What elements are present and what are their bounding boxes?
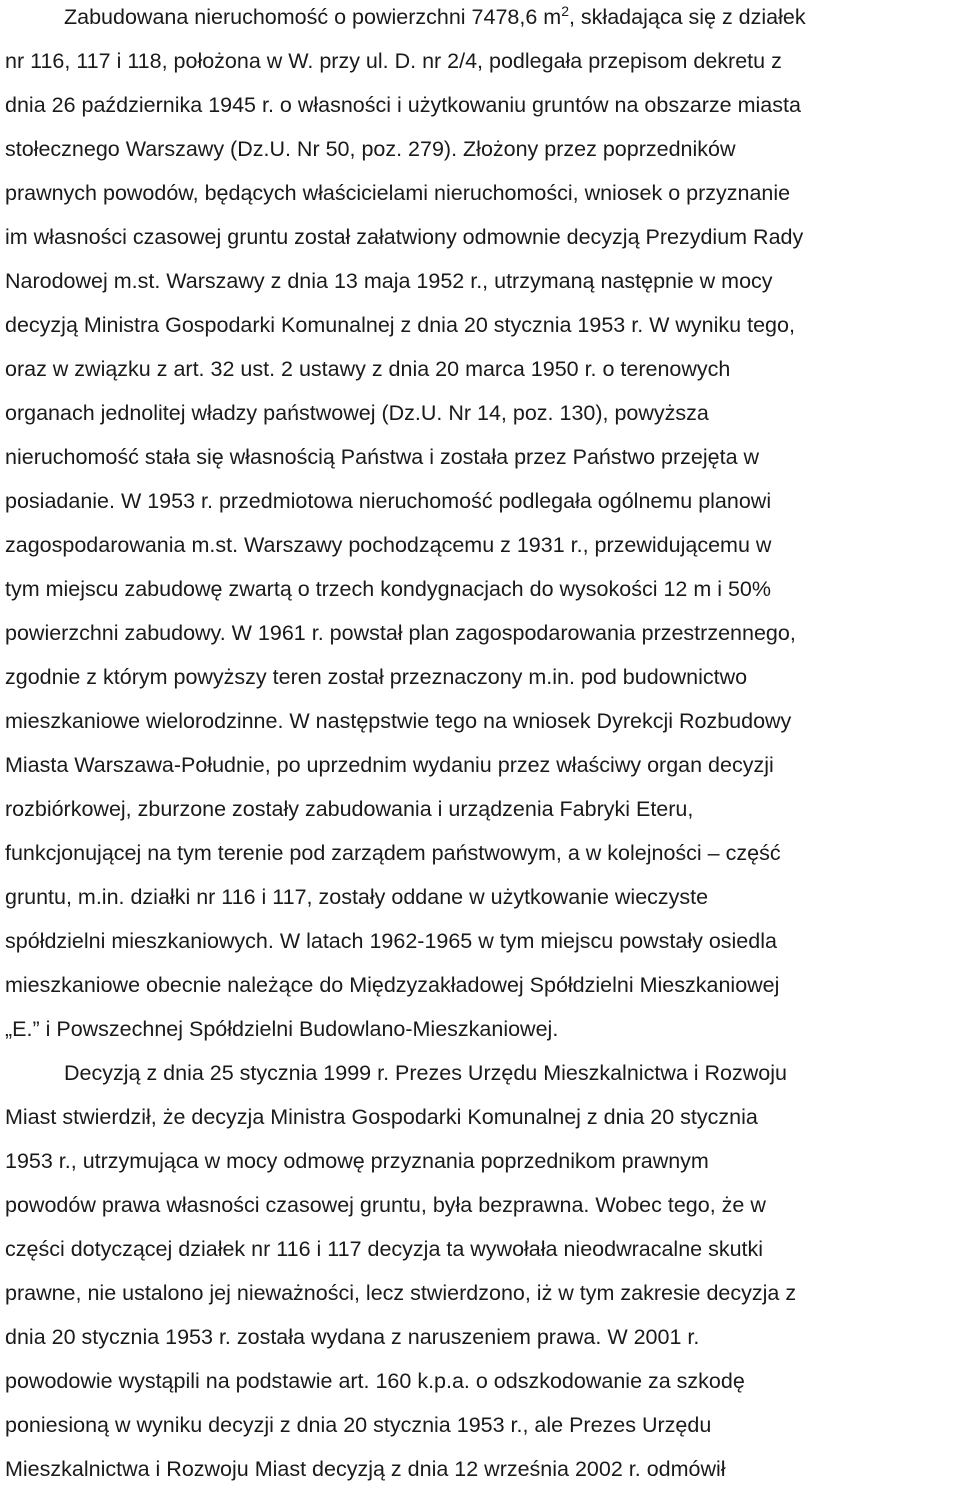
text-line: decyzją Ministra Gospodarki Komunalnej z dnia 20 stycznia 1953 r. W wyniku tego, [5,313,795,337]
text-line: Decyzją z dnia 25 stycznia 1999 r. Prezes Urzędu Mieszkalnictwa i Rozwoju [64,1061,787,1085]
text-line: tym miejscu zabudowę zwartą o trzech kondygnacjach do wysokości 12 m i 50% [5,577,771,601]
text-line: organach jednolitej władzy państwowej (Dz.U. Nr 14, poz. 130), powyższa [5,401,709,425]
text-line: 1953 r., utrzymująca w mocy odmowę przyznania poprzednikom prawnym [5,1149,709,1173]
text-line: Miast stwierdził, że decyzja Ministra Gospodarki Komunalnej z dnia 20 stycznia [5,1105,758,1129]
text-line: im własności czasowej gruntu został załatwiony odmownie decyzją Prezydium Rady [5,225,804,249]
text-line: funkcjonującej na tym terenie pod zarządem państwowym, a w kolejności – część [5,841,781,865]
text-line [64,2,806,32]
text-line: prawnych powodów, będących właścicielami nieruchomości, wniosek o przyznanie [5,181,791,205]
text-line: dnia 20 stycznia 1953 r. została wydana z naruszeniem prawa. W 2001 r. [5,1325,700,1349]
text-line: Miasta Warszawa-Południe, po uprzednim wydaniu przez właściwy organ decyzji [5,753,774,777]
text-line: części dotyczącej działek nr 116 i 117 decyzja ta wywołała nieodwracalne skutki [5,1237,764,1261]
text-line: mieszkaniowe wielorodzinne. W następstwie tego na wniosek Dyrekcji Rozbudowy [5,709,792,733]
text-line: stołecznego Warszawy (Dz.U. Nr 50, poz. 279). Złożony przez poprzedników [5,137,736,161]
text-line-tail: , składająca się z działek [568,5,806,29]
text-line: dnia 26 października 1945 r. o własności i użytkowaniu gruntów na obszarze miasta [5,93,801,117]
text-line: posiadanie. W 1953 r. przedmiotowa nieruchomość podlegała ogólnemu planowi [5,489,772,513]
text-line: rozbiórkowej, zburzone zostały zabudowania i urządzenia Fabryki Eteru, [5,797,694,821]
text-line: „E.” i Powszechnej Spółdzielni Budowlano-Mieszkaniowej. [5,1017,559,1041]
text-line: powodów prawa własności czasowej gruntu, była bezprawna. Wobec tego, że w [5,1193,766,1217]
text-line: mieszkaniowe obecnie należące do Międzyzakładowej Spółdzielni Mieszkaniowej [5,973,780,997]
text-line: poniesioną w wyniku decyzji z dnia 20 stycznia 1953 r., ale Prezes Urzędu [5,1413,712,1437]
text-line: powierzchni zabudowy. W 1961 r. powstał plan zagospodarowania przestrzennego, [5,621,796,645]
text-line: spółdzielni mieszkaniowych. W latach 1962-1965 w tym miejscu powstały osiedla [5,929,777,953]
text-line: powodowie wystąpili na podstawie art. 160 k.p.a. o odszkodowanie za szkodę [5,1369,745,1393]
text-line: nieruchomość stała się własnością Państwa i została przez Państwo przejęta w [5,445,760,469]
text-line: Narodowej m.st. Warszawy z dnia 13 maja 1952 r., utrzymaną następnie w mocy [5,269,773,293]
text-line: oraz w związku z art. 32 ust. 2 ustawy z dnia 20 marca 1950 r. o terenowych [5,357,731,381]
superscript: 2 [561,2,569,19]
text-line: prawne, nie ustalono jej nieważności, lecz stwierdzono, iż w tym zakresie decyzja z [5,1281,797,1305]
text-line: Mieszkalnictwa i Rozwoju Miast decyzją z dnia 12 września 2002 r. odmówił [5,1457,726,1481]
text-line: zagospodarowania m.st. Warszawy pochodzącemu z 1931 r., przewidującemu w [5,533,772,557]
text-line: zgodnie z którym powyższy teren został przeznaczony m.in. pod budownictwo [5,665,748,689]
text-line-content: Zabudowana nieruchomość o powierzchni 7478,6 m [64,5,562,29]
text-line: gruntu, m.in. działki nr 116 i 117, zostały oddane w użytkowanie wieczyste [5,885,709,909]
text-line: nr 116, 117 i 118, położona w W. przy ul. D. nr 2/4, podlegała przepisom dekretu z [5,49,782,73]
